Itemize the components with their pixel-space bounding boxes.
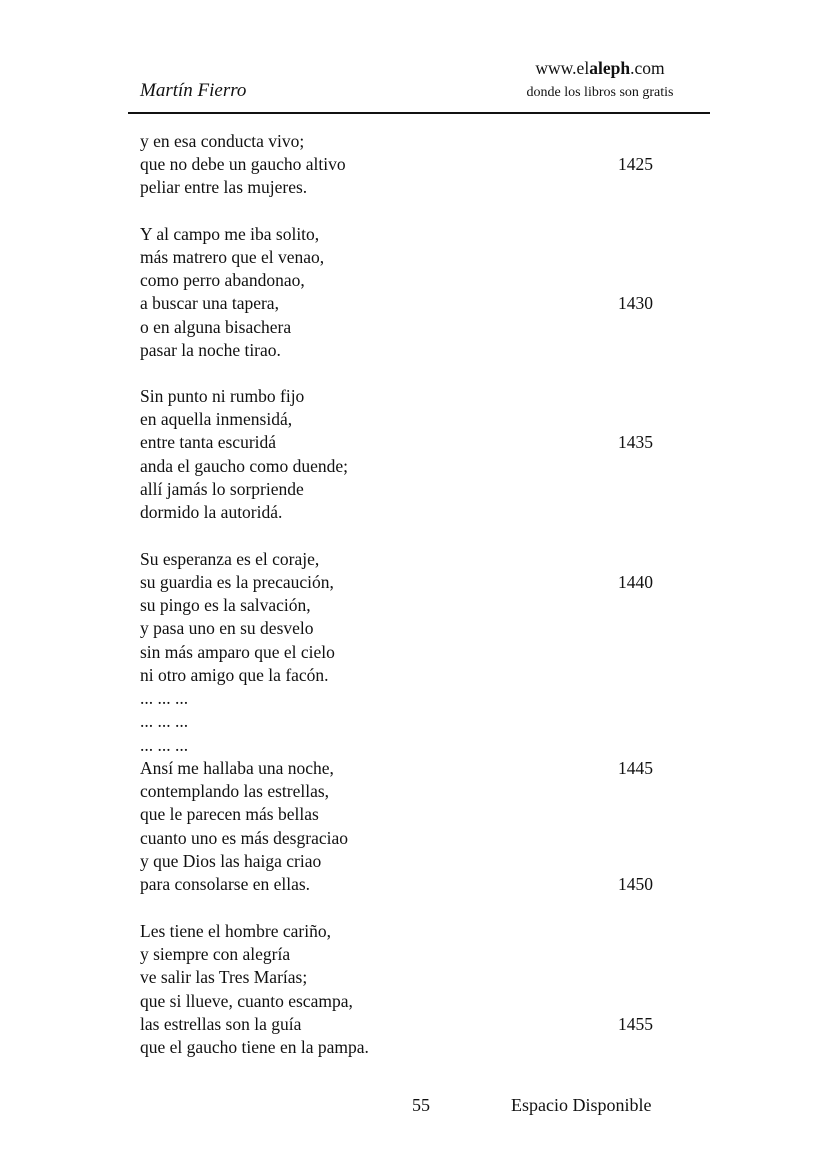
line-number: 1455	[618, 1014, 653, 1034]
line-number: 1435	[618, 432, 653, 452]
verse-line: su guardia es la precaución,	[140, 572, 334, 592]
verse-line: anda el gaucho como duende;	[140, 456, 348, 476]
ellipsis-line: ... ... ...	[140, 735, 189, 755]
verse-line: Sin punto ni rumbo fijo	[140, 386, 305, 406]
ellipsis-line: ... ... ...	[140, 688, 189, 708]
verse-line: Les tiene el hombre cariño,	[140, 921, 331, 941]
verse-line: contemplando las estrellas,	[140, 781, 330, 801]
page-number: 55	[412, 1095, 430, 1115]
verse-line: allí jamás lo sorpriende	[140, 479, 304, 499]
book-title: Martín Fierro	[140, 80, 247, 101]
verse-line: y siempre con alegría	[140, 944, 291, 964]
site-url-bold: aleph	[589, 58, 631, 78]
verse-line: como perro abandonao,	[140, 270, 305, 290]
verse-line: o en alguna bisachera	[140, 317, 292, 337]
line-number: 1430	[618, 293, 653, 313]
site-tagline: donde los libros son gratis	[526, 85, 674, 100]
verse-line: y pasa uno en su desvelo	[140, 618, 314, 638]
verse-line: que le parecen más bellas	[140, 804, 319, 824]
verse-line: su pingo es la salvación,	[140, 595, 311, 615]
verse-line: peliar entre las mujeres.	[140, 177, 308, 197]
verse-line: pasar la noche tirao.	[140, 340, 281, 360]
verse-line: que no debe un gaucho altivo	[140, 154, 346, 174]
verse-line: que el gaucho tiene en la pampa.	[140, 1037, 369, 1057]
line-number: 1440	[618, 572, 653, 592]
verse-line: ni otro amigo que la facón.	[140, 665, 329, 685]
verse-line: que si llueve, cuanto escampa,	[140, 991, 353, 1011]
site-url	[505, 58, 695, 79]
footer-label: Espacio Disponible	[511, 1095, 652, 1115]
header-rule	[128, 112, 710, 114]
verse-line: en aquella inmensidá,	[140, 409, 293, 429]
site-url-prefix: www.el	[535, 58, 590, 78]
verse-line: ve salir las Tres Marías;	[140, 967, 308, 987]
verse-line: para consolarse en ellas.	[140, 874, 311, 894]
line-number: 1425	[618, 154, 653, 174]
line-number: 1450	[618, 874, 653, 894]
verse-line: sin más amparo que el cielo	[140, 642, 335, 662]
verse-line: entre tanta escuridá	[140, 432, 277, 452]
verse-line: Su esperanza es el coraje,	[140, 549, 320, 569]
verse-line: y que Dios las haiga criao	[140, 851, 322, 871]
ellipsis-line: ... ... ...	[140, 711, 189, 731]
verse-line: Ansí me hallaba una noche,	[140, 758, 334, 778]
verse-line: Y al campo me iba solito,	[140, 224, 320, 244]
verse-line: las estrellas son la guía	[140, 1014, 302, 1034]
line-number: 1445	[618, 758, 653, 778]
verse-line: a buscar una tapera,	[140, 293, 279, 313]
site-url-suffix: .com	[630, 58, 665, 78]
verse-line: más matrero que el venao,	[140, 247, 325, 267]
verse-line: dormido la autoridá.	[140, 502, 283, 522]
verse-line: y en esa conducta vivo;	[140, 131, 305, 151]
verse-line: cuanto uno es más desgraciao	[140, 828, 348, 848]
